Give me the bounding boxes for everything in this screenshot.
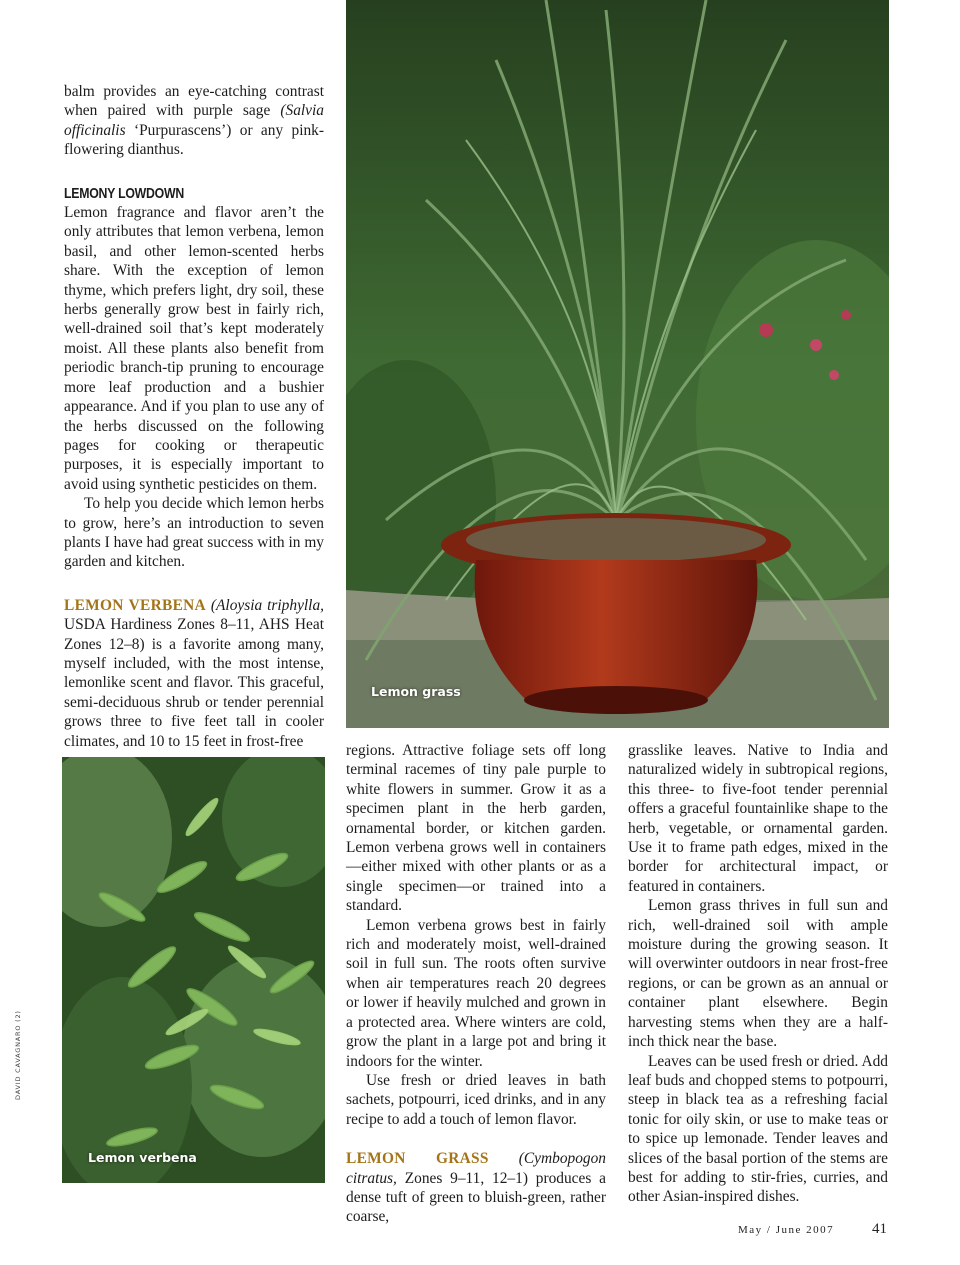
lemon-grass-photo xyxy=(346,0,889,728)
lemon-verbena-caption: Lemon verbena xyxy=(88,1150,197,1165)
verbena-paragraph-2: Lemon verbena grows best in fairly rich and moderately moist, well-drained soil in full sun. The roots often survive when air temperatures reach 20 degrees or lower if heavily mulched and grown in a protected area. Where winters are cold, grow the plant in a large pot and bring it indoors for the winter. xyxy=(346,916,606,1070)
photo-credit: DAVID CAVAGNARO (2) xyxy=(14,1010,22,1100)
lowdown-paragraph-1: Lemon fragrance and flavor aren’t the only attributes that lemon verbena, lemon basil, and other lemon-scented herbs share. With the exception of lemon thyme, which prefers light, dry soil, these herbs generally grow best in fairly rich, well-drained soil that’s kept moderately moist. All these plants also benefit from periodic branch-tip pruning to encourage more leaf production and a bushier appearance. And if you plan to use any of the herbs discussed on the following pages for cooking or therapeutic purposes, it is especially important to avoid using synthetic pesticides on them. xyxy=(64,204,324,493)
grass-paragraph-2: Lemon grass thrives in full sun and rich, well-drained soil with ample moisture during the growing season. It will overwinter outdoors in near frost-free regions, or can be grown as an annual or container plant elsewhere. Begin harvesting stems when they are a half-inch thick near the base. xyxy=(628,897,888,1051)
verbena-paragraph-continued: regions. Attractive foliage sets off long terminal racemes of tiny pale purple to white flowers in summer. Grow it as a specimen plant in the herb garden, ornamental border, or kitchen garden. Lemon verbena grows well in containers—either mixed with other plants or as a single specimen—or trained into a standard. xyxy=(346,742,606,915)
issue-date: May / June 2007 xyxy=(738,1224,835,1236)
lemon-verbena-photo xyxy=(62,757,325,1183)
verbena-lead: LEMON VERBENA xyxy=(64,596,206,614)
lowdown-paragraph-2: To help you decide which lemon herbs to grow, here’s an introduction to seven plants I have had great success with in my garden and kitchen. xyxy=(64,495,324,571)
grass-paragraph-3: Leaves can be used fresh or dried. Add leaf buds and chopped stems to potpourri, steep in black tea as a refreshing facial tonic for oily skin, or use to make teas or to spice up lemonade. Tender leaves and slices of the basal portion of the stems are best for adding to stir-fries, curries, and other Asian-inspired dishes. xyxy=(628,1052,888,1206)
verbena-paragraph: LEMON VERBENA (Aloysia triphylla, USDA Hardiness Zones 8–11, AHS Heat Zones 12–8) is a favorite among many, myself included, with the most intense, lemonlike scent and flavor. This graceful, semi-deciduous shrub or tender perennial grows three to five feet tall in cooler climates, and 10 to 15 feet in frost-free xyxy=(64,596,324,750)
right-column xyxy=(628,741,888,1207)
intro-paragraph: balm provides an eye-catching contrast when paired with purple sage (Salvia officinalis ‘Purpurascens’) or any pink-flowering dianthus. xyxy=(64,83,324,159)
lemon-grass-caption: Lemon grass xyxy=(371,684,461,699)
page-number: 41 xyxy=(872,1221,887,1237)
left-column xyxy=(64,82,324,751)
grass-paragraph-continued: grasslike leaves. Native to India and naturalized widely in subtropical regions, this three- to five-foot tender perennial offers a graceful fountainlike shape to the herb, vegetable, or ornamental garden. Use it to frame path edges, mixed in the border for architectural impact, or featured in containers. xyxy=(628,742,888,895)
verbena-paragraph-3: Use fresh or dried leaves in bath sachets, potpourri, iced drinks, and in any recipe to add a touch of lemon flavor. xyxy=(346,1071,606,1128)
grass-lead: LEMON GRASS xyxy=(346,1150,489,1168)
section-heading: LEMONY LOWDOWN xyxy=(64,184,185,202)
grass-paragraph: LEMON GRASS (Cymbopogon citratus, Zones 9–11, 12–1) produces a dense tuft of green to bluish-green, rather coarse, xyxy=(346,1150,606,1226)
middle-column xyxy=(346,741,606,1227)
